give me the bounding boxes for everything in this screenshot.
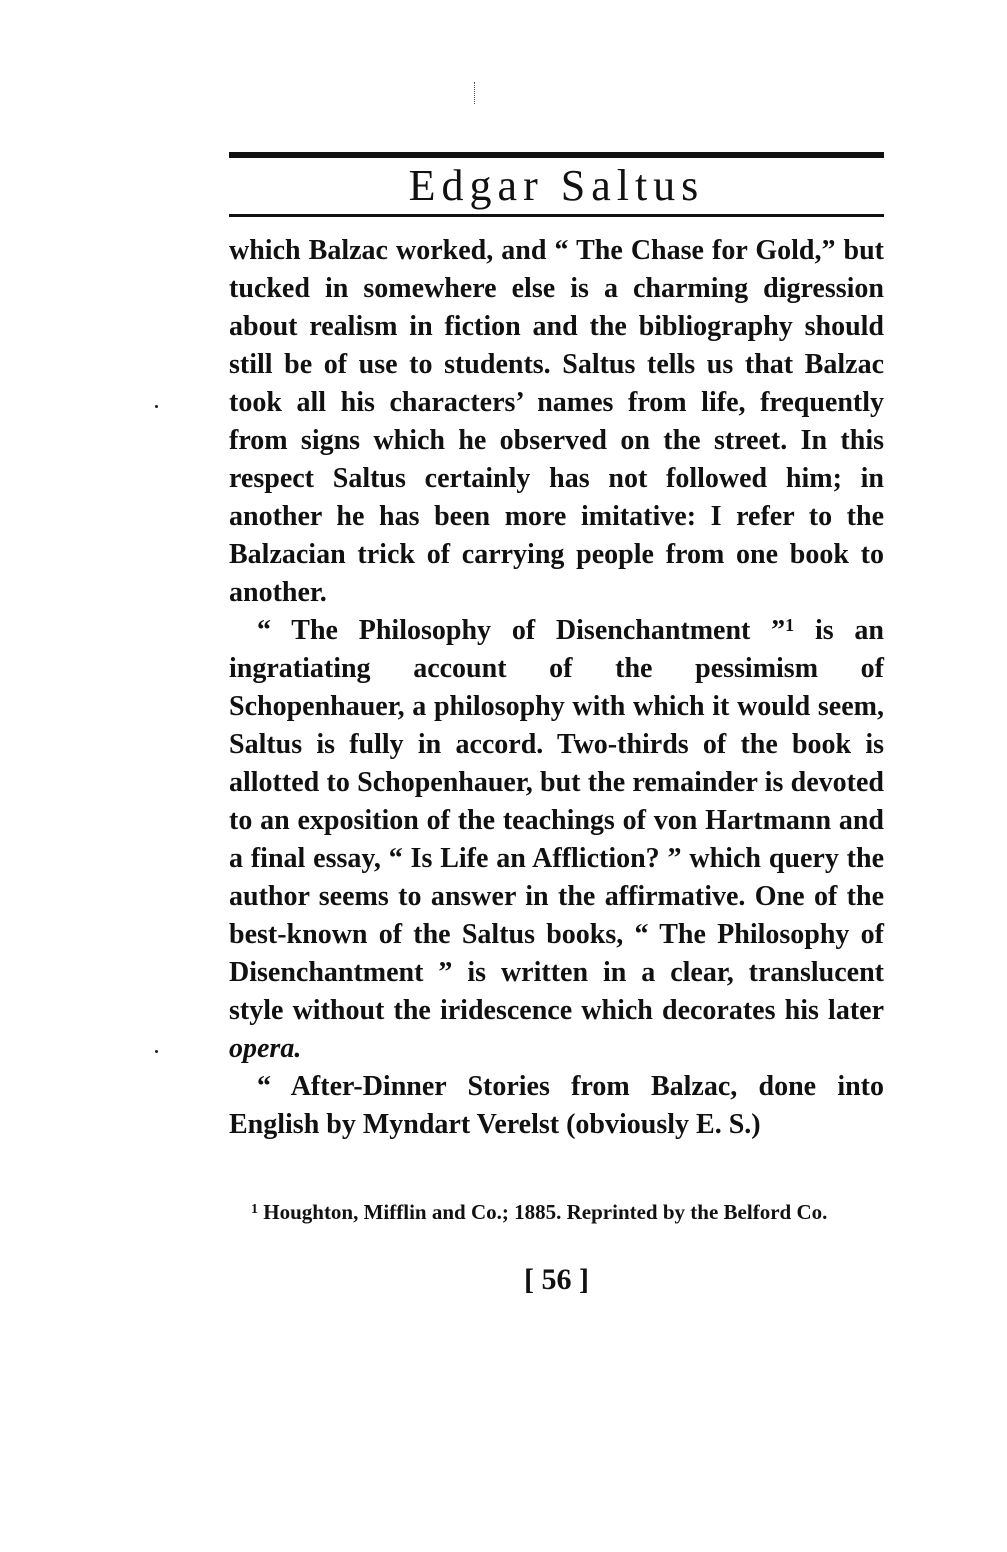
paragraph-2-italic-end: opera. — [229, 1033, 302, 1064]
margin-dot — [155, 1050, 158, 1053]
footnote-text: Houghton, Mifflin and Co.; 1885. Reprinted by the Belford Co. — [258, 1200, 828, 1224]
margin-dot — [155, 405, 158, 408]
paragraph-3: “ After-Dinner Stories from Balzac, done into English by Myndart Verelst (obviously E. S.) — [229, 1071, 884, 1140]
paragraph-2 — [229, 612, 884, 1068]
footnote-reference[interactable]: 1 — [785, 615, 795, 635]
paragraph-2-lead: “ The Philosophy of Disenchantment ” — [257, 615, 786, 646]
page-number: [ 56 ] — [524, 1263, 589, 1296]
paragraph-1: which Balzac worked, and “ The Chase for Gold,” but tucked in somewhere else is a charming digression about realism in fiction and the bibliography should still be of use to students. Saltus tells us that Balzac took all his characters’ names from life, frequently from signs which he observed on the street. In this respect Saltus certainly has not followed him; in another he has been more imitative: I refer to the Balzacian trick of carrying people from one book to another. — [229, 235, 884, 608]
body-text — [229, 232, 884, 1144]
header-rule-bottom — [229, 214, 884, 217]
paragraph-2-body: is an ingratiating account of the pessimism of Schopenhauer, a philosophy with which it would seem, Saltus is fully in accord. Two-thirds of the book is allotted to Schopenhauer, but the remainder is devoted to an exposition of the teachings of von Hartmann and a final essay, “ Is Life an Affliction? ” which query the author seems to answer in the affirmative. One of the best-known of the Saltus books, “ The Philosophy of Disenchantment ” is written in a clear, translucent style without the iridescence which decorates his later — [229, 615, 885, 1026]
running-head: Edgar Saltus — [408, 161, 705, 210]
header-rule-top — [229, 152, 884, 158]
footnote-marker: 1 — [251, 1202, 258, 1217]
footnote — [229, 1199, 884, 1225]
scan-artifact-mark — [474, 82, 476, 104]
